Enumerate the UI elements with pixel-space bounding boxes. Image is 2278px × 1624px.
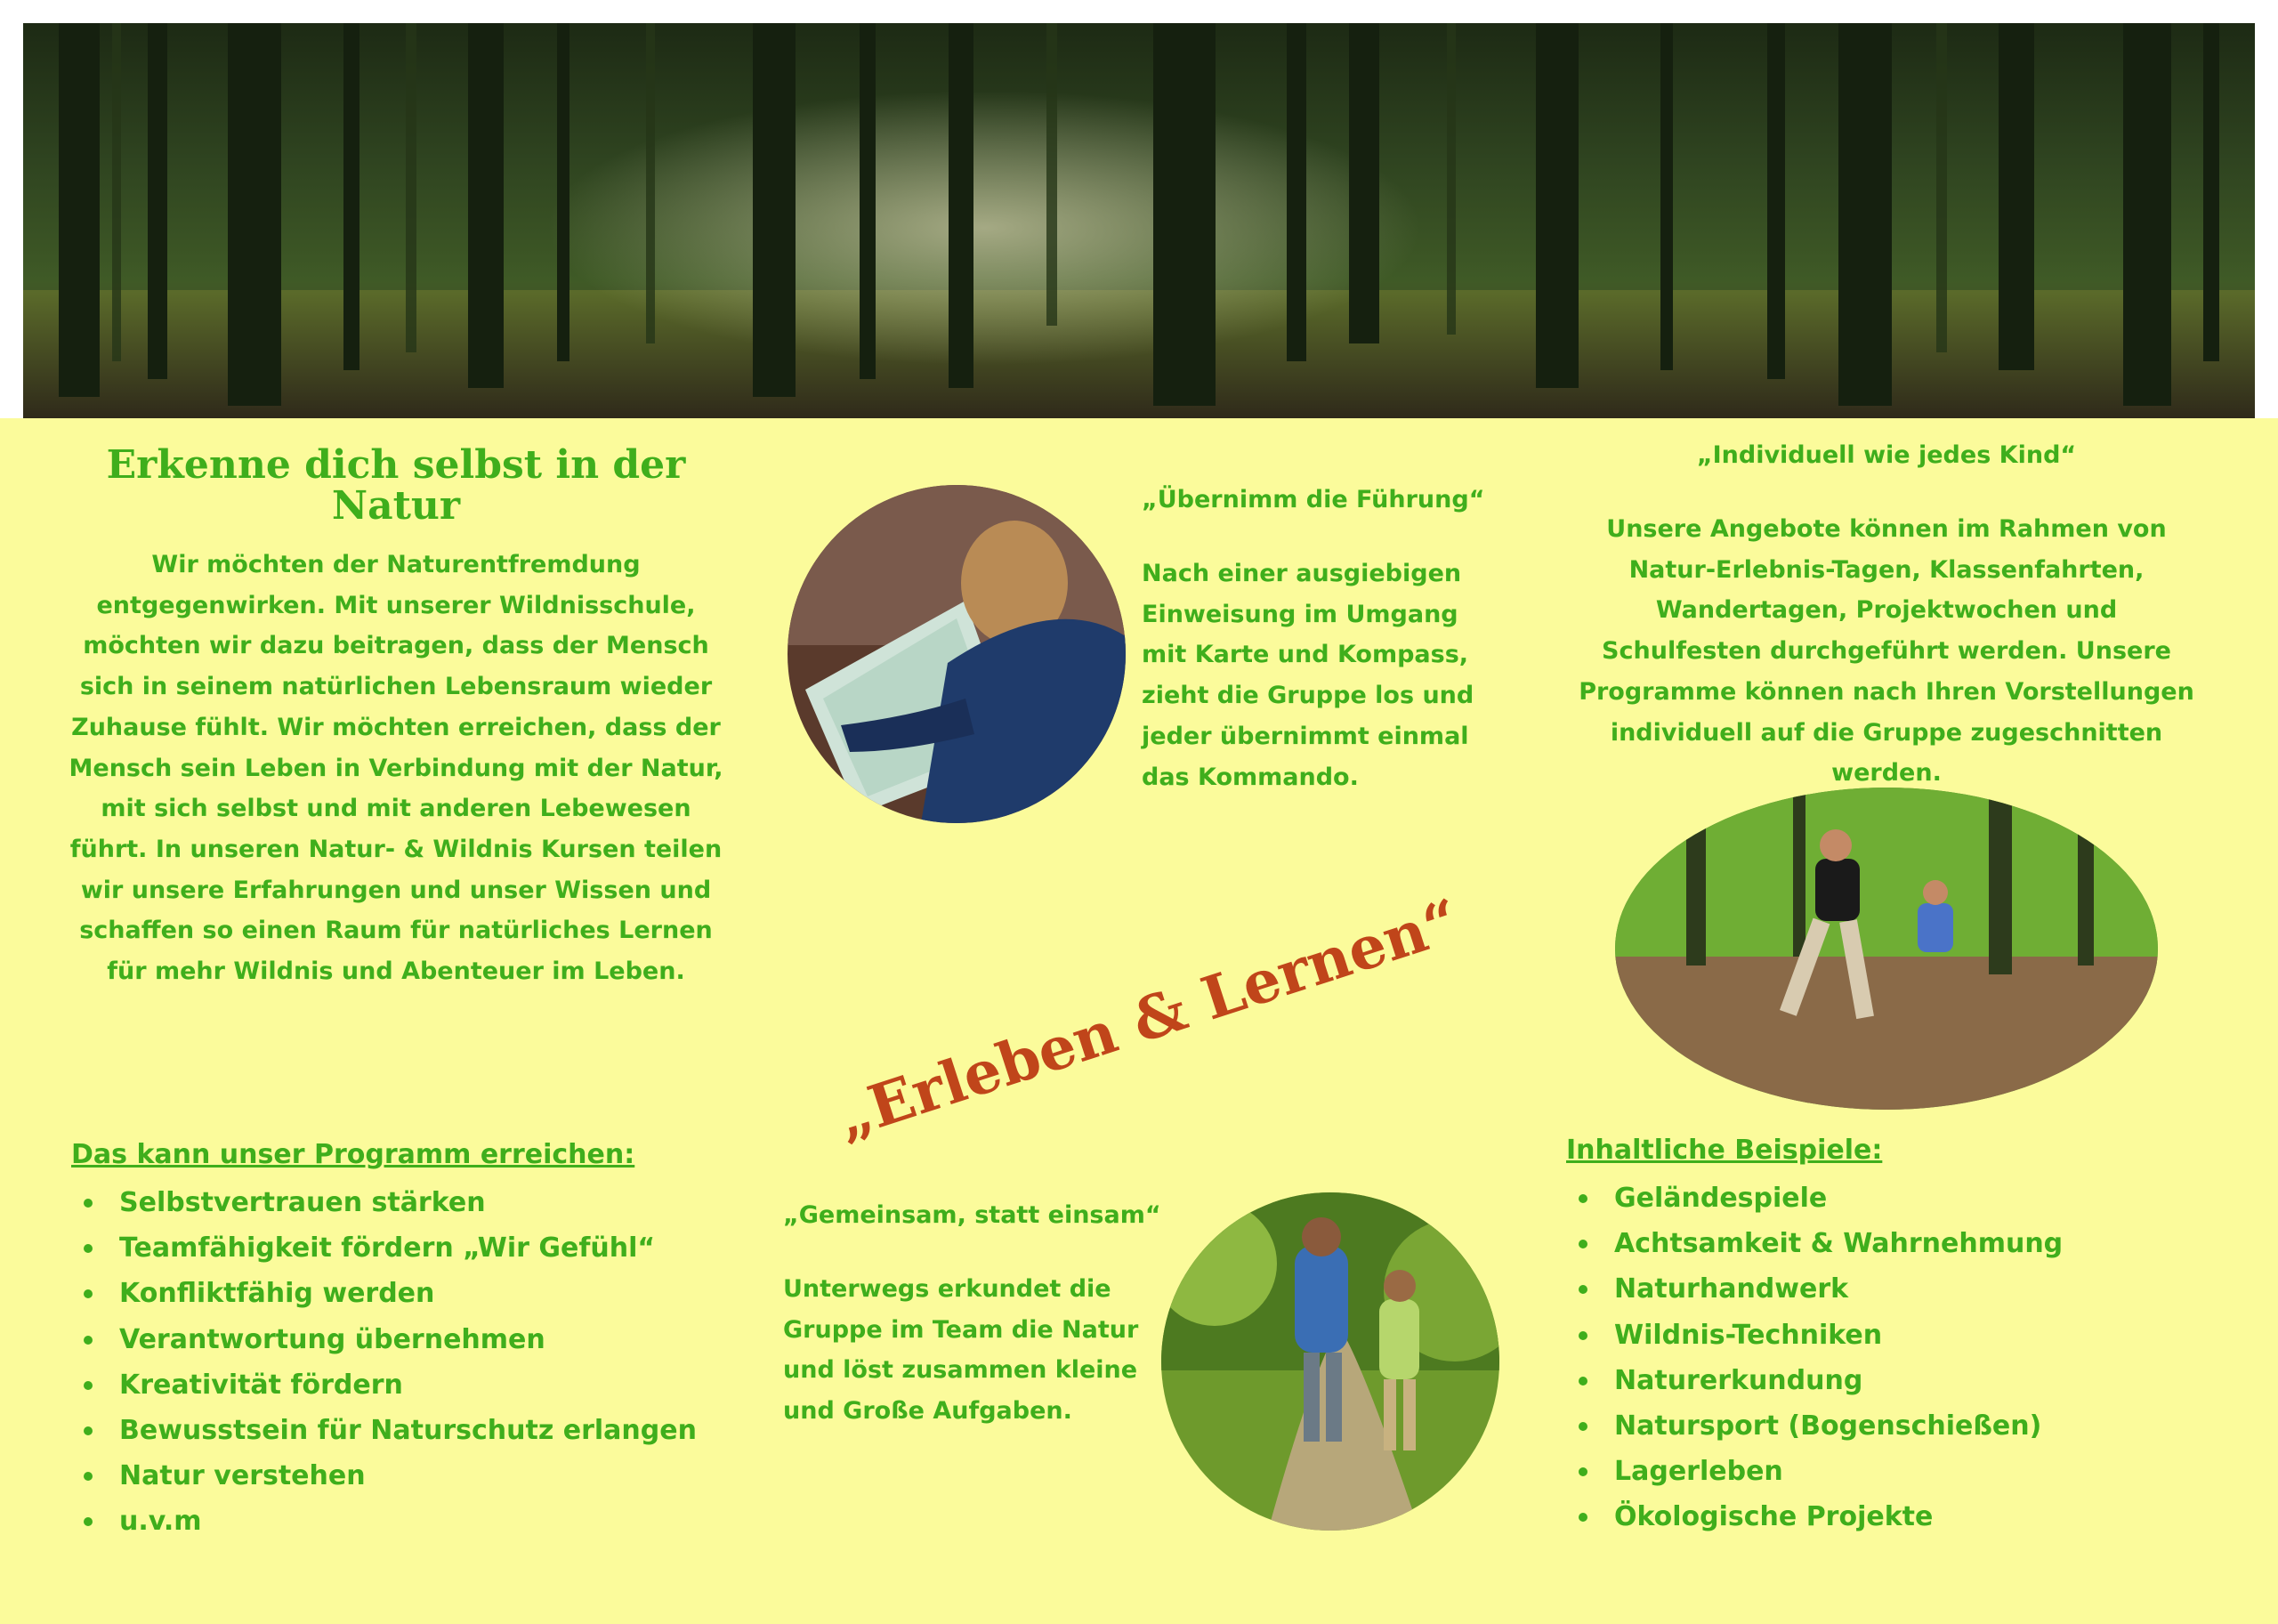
list-item: Wildnis-Techniken	[1566, 1313, 2063, 1358]
list-item: Lagerleben	[1566, 1449, 2063, 1494]
lead-text: Nach einer ausgiebigen Einweisung im Umgang mit Karte und Kompass, zieht die Gruppe los und jeder übernimmt einmal das Kommando.	[1142, 560, 1474, 791]
team-heading: „Gemeinsam, statt einsam“	[783, 1201, 1161, 1229]
list-item: Ökologische Projekte	[1566, 1494, 2063, 1539]
list-item: Verantwortung übernehmen	[71, 1317, 697, 1362]
list-item: Naturhandwerk	[1566, 1266, 2063, 1312]
goals-list	[71, 1180, 697, 1545]
list-item: Bewusstsein für Naturschutz erlangen	[71, 1408, 697, 1453]
list-item: Selbstvertrauen stärken	[71, 1180, 697, 1225]
child-with-map-photo	[788, 485, 1126, 823]
team-text: Unterwegs erkundet die Gruppe im Team die Natur und löst zusammen kleine und Große Aufgaben.	[783, 1275, 1139, 1426]
list-item: Teamfähigkeit fördern „Wir Gefühl“	[71, 1225, 697, 1271]
banner	[0, 0, 2278, 418]
lead-heading: „Übernimm die Führung“	[1142, 486, 1485, 513]
individual-heading: „Individuell wie jedes Kind“	[1696, 441, 2077, 469]
children-hiking-photo	[1161, 1192, 1499, 1531]
individual-text: Unsere Angebote können im Rahmen von Natur-Erlebnis-Tagen, Klassenfahrten, Wandertagen, Projektwochen und Schulfesten durchgeführt werden. Unsere Programme können nach Ihren Vorstellungen individuell auf die Gruppe zugeschnitten werden.	[1579, 515, 2194, 788]
children-running-photo	[1615, 788, 2158, 1110]
list-item: Kreativität fördern	[71, 1362, 697, 1408]
forest-banner-image	[23, 23, 2255, 418]
list-item: Natursport (Bogenschießen)	[1566, 1403, 2063, 1449]
page-title: Erkenne dich selbst in der Natur	[106, 442, 686, 529]
list-item: Achtsamkeit & Wahrnehmung	[1566, 1221, 2063, 1266]
list-item: Naturerkundung	[1566, 1358, 2063, 1403]
slogan: „Erleben & Lernen“	[828, 885, 1468, 1153]
examples-list	[1566, 1176, 2063, 1540]
list-item: Geländespiele	[1566, 1176, 2063, 1221]
examples-heading: Inhaltliche Beispiele:	[1566, 1135, 1883, 1166]
list-item: Konfliktfähig werden	[71, 1271, 697, 1316]
list-item: u.v.m	[71, 1499, 697, 1544]
goals-heading: Das kann unser Programm erreichen:	[71, 1139, 635, 1170]
intro-paragraph: Wir möchten der Naturentfremdung entgegenwirken. Mit unserer Wildnisschule, möchten wir dazu beitragen, dass der Mensch sich in seinem natürlichen Lebensraum wieder Zuhause fühlt. Wir möchten erreichen, dass der Mensch sein Leben in Verbindung mit der Natur, mit sich selbst und mit anderen Lebewesen führt. In unseren Natur- & Wildnis Kursen teilen wir unsere Erfahrungen und unser Wissen und schaffen so einen Raum für natürliches Lernen für mehr Wildnis und Abenteuer im Leben.	[69, 551, 723, 986]
list-item: Natur verstehen	[71, 1453, 697, 1499]
